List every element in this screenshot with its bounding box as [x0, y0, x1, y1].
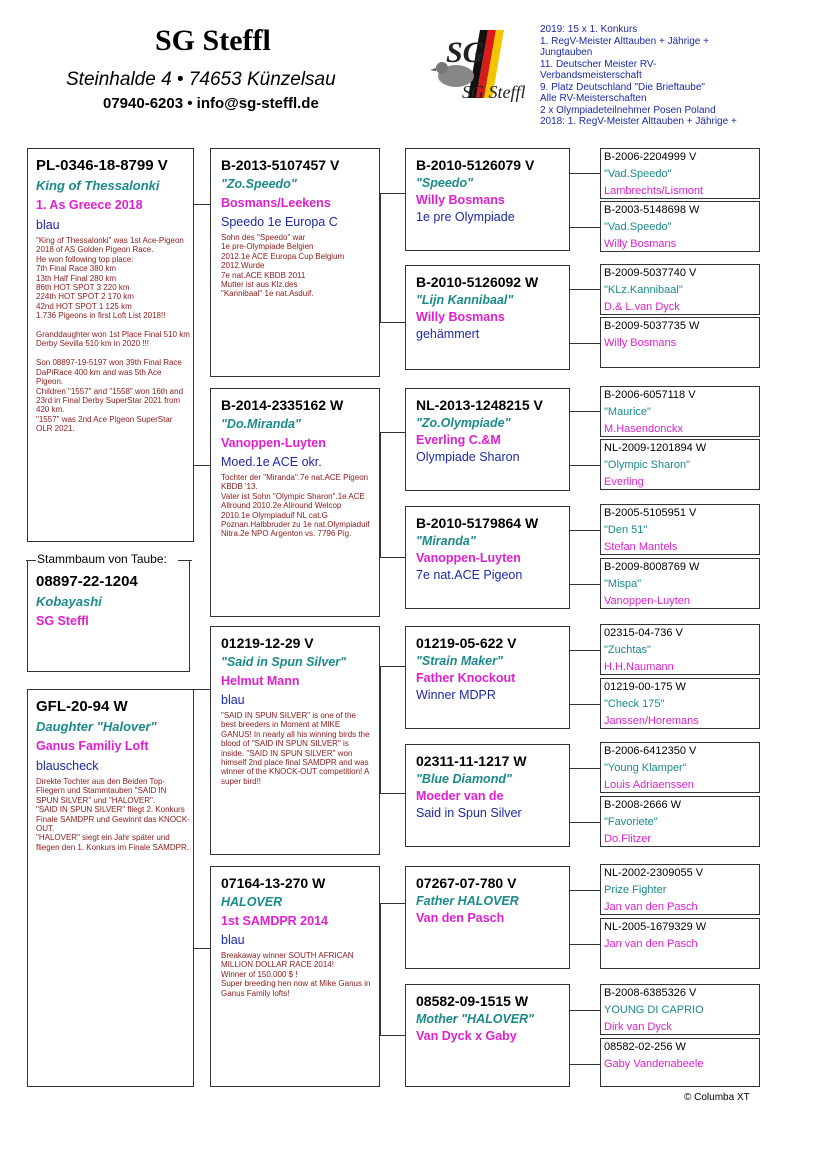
- subject-name: Kobayashi: [36, 594, 102, 609]
- ring-number: 07164-13-270 W: [221, 875, 326, 891]
- pigeon-name: "Vad.Speedo": [604, 221, 672, 233]
- ancestor-box: [600, 678, 760, 729]
- achievement-item: 9. Platz Deutschland "Die Brieftaube": [540, 81, 705, 93]
- breeder: Stefan Mantels: [604, 541, 678, 553]
- ancestor-box: [600, 201, 760, 252]
- attribute: Olympiade Sharon: [416, 450, 520, 464]
- pigeon-name: YOUNG DI CAPRIO: [604, 1004, 704, 1016]
- breeder: Vanoppen-Luyten: [416, 551, 521, 565]
- grandparent-box: [210, 148, 380, 377]
- pigeon-name: HALOVER: [221, 895, 283, 909]
- footer-credit: © Columba XT: [684, 1092, 750, 1103]
- ring-number: B-2014-2335162 W: [221, 397, 344, 413]
- pigeon-name: "Strain Maker": [416, 654, 503, 668]
- ring-number: B-2003-5148698 W: [604, 204, 700, 216]
- great-grandparent-box: [405, 265, 570, 370]
- great-grandparent-box: [405, 626, 570, 729]
- ancestor-box: [600, 504, 760, 555]
- ring-number: B-2010-5126079 V: [416, 157, 535, 173]
- ring-number: B-2006-2204999 V: [604, 151, 697, 163]
- achievements-list: [540, 24, 780, 128]
- breeder: Everling: [604, 476, 644, 488]
- description: Sohn des "Speedo" war 1e pre-Olympiade Belgien 2012.1e ACE Europa Cup Belgium 2012.Wurde 7e nat.ACE KBDB 2011 Mutter ist aus Klz.des "Kannibaal" 1e nat.Asduif.: [221, 233, 345, 299]
- pigeon-name: "Den 51": [604, 524, 648, 536]
- dam-color: blauscheck: [36, 759, 99, 773]
- ancestor-box: [600, 864, 760, 915]
- ring-number: B-2010-5179864 W: [416, 515, 539, 531]
- attribute: 1e pre Olympiade: [416, 210, 515, 224]
- ancestor-box: [600, 1038, 760, 1087]
- ancestor-box: [600, 918, 760, 969]
- svg-text:SG: SG: [446, 36, 485, 69]
- breeder: Van den Pasch: [416, 911, 505, 925]
- pigeon-name: "Zuchtas": [604, 644, 651, 656]
- pigeon-name: "Vad.Speedo": [604, 168, 672, 180]
- pigeon-name: "Miranda": [416, 534, 476, 548]
- breeder: Van Dyck x Gaby: [416, 1029, 517, 1043]
- ring-number: B-2006-6412350 V: [604, 745, 697, 757]
- pigeon-name: "KLz.Kannibaal": [604, 284, 683, 296]
- breeder: Willy Bosmans: [604, 337, 677, 349]
- pigeon-name: Father HALOVER: [416, 894, 519, 908]
- breeder: Bosmans/Leekens: [221, 196, 331, 210]
- ring-number: NL-2013-1248215 V: [416, 397, 543, 413]
- ancestor-box: [600, 148, 760, 199]
- pigeon-name: "Favoriete": [604, 816, 658, 828]
- ring-number: B-2008-6385326 V: [604, 987, 697, 999]
- attribute: Said in Spun Silver: [416, 806, 522, 820]
- ring-number: B-2008-2666 W: [604, 799, 682, 811]
- page-title: SG Steffl: [155, 24, 271, 57]
- breeder: Do.Flitzer: [604, 833, 652, 845]
- ring-number: 02315-04-736 V: [604, 627, 683, 639]
- breeder: Willy Bosmans: [416, 193, 505, 207]
- great-grandparent-box: [405, 984, 570, 1087]
- ring-number: 01219-05-622 V: [416, 635, 517, 651]
- ring-number: B-2009-8008769 W: [604, 561, 700, 573]
- ancestor-box: [600, 796, 760, 847]
- ring-number: 08582-09-1515 W: [416, 993, 529, 1009]
- ancestor-box: [600, 624, 760, 675]
- breeder: H.H.Naumann: [604, 661, 674, 673]
- dam-box: [27, 689, 194, 1087]
- ring-number: B-2010-5126092 W: [416, 274, 539, 290]
- sire-box: [27, 148, 194, 542]
- attribute: Winner MDPR: [416, 688, 496, 702]
- achievement-item: Jungtauben: [540, 47, 593, 58]
- ring-number: B-2005-5105951 V: [604, 507, 697, 519]
- pigeon-name: Prize Fighter: [604, 884, 667, 896]
- breeder: Lambrechts/Lismont: [604, 185, 704, 197]
- dam-description: Direkte Tochter aus den Beiden Top-Fliegern und Stammtauben "SAID IN SPUN SILVER" und "HALOVER". "SAID IN SPUN SILVER" fliegt 2. Konkurs Finale SAMDPR und Gewinnt das KNOCK-OUT. "HALOVER" siegt ein Jahr später und fliegen den 1. Konkurs im Finale SAMDPR.: [36, 777, 190, 852]
- ring-number: NL-2002-2309055 V: [604, 867, 704, 879]
- ancestor-box: [600, 984, 760, 1035]
- ring-number: B-2013-5107457 V: [221, 157, 340, 173]
- great-grandparent-box: [405, 866, 570, 969]
- pigeon-name: "Lijn Kannibaal": [416, 293, 514, 307]
- achievement-item: Alle RV-Meisterschaften: [540, 93, 647, 104]
- breeder: Janssen/Horemans: [604, 715, 699, 727]
- logo: [428, 24, 526, 104]
- pigeon-name: "Maurice": [604, 406, 651, 418]
- subject-breeder: SG Steffl: [36, 614, 89, 628]
- pigeon-name: "Zo.Olympiade": [416, 416, 511, 430]
- attribute: Speedo 1e Europa C: [221, 215, 338, 229]
- breeder: 1st SAMDPR 2014: [221, 914, 328, 928]
- dam-name: Daughter "Halover": [36, 719, 157, 734]
- breeder: Jan van den Pasch: [604, 901, 698, 913]
- pigeon-name: "Olympic Sharon": [604, 459, 691, 471]
- pigeon-name: "Young Klamper": [604, 762, 687, 774]
- breeder: Helmut Mann: [221, 674, 300, 688]
- achievement-item: 11. Deutscher Meister RV-: [540, 58, 657, 70]
- ring-number: B-2009-5037740 V: [604, 267, 697, 279]
- sire-ring: PL-0346-18-8799 V: [36, 157, 168, 174]
- breeder: Gaby Vandenabeele: [604, 1058, 704, 1070]
- great-grandparent-box: [405, 506, 570, 609]
- breeder: Jan van den Pasch: [604, 938, 698, 950]
- pigeon-name: "Blue Diamond": [416, 772, 512, 786]
- pigeon-name: "Check 175": [604, 698, 665, 710]
- address: Steinhalde 4 • 74653 Künzelsau: [66, 69, 336, 90]
- breeder: Everling C.&M: [416, 433, 501, 447]
- achievement-item: 1. RegV-Meister Alttauben + Jährige +: [540, 35, 709, 47]
- sire-breeder: 1. As Greece 2018: [36, 198, 143, 212]
- sire-description: "King of Thessalonki" was 1st Ace-Pigeon 2018 of AS Golden Pigeon Race. He won following top place: 7th Final Race 380 km 13th Half Final 280 km 86th HOT SPOT 3 220 km 224th HOT SPOT 2 170 km 42nd HOT SPOT 1 125 km 1.736 Pigeons in first Loft List 2018!! Granddaughter won 1st Place Final 510 km Derby Sevilla 510 km in 2020 !!! Son 08897-19-5197 won 39th Final Race DaPiRace 400 km and was 5th Ace Pigeon. Children "1557" and "1558" won 16th and 23rd in Final Derby SuperStar 2021 from 420 km. "1557" was 2nd Ace Pigeon SuperStar OLR 2021.: [36, 236, 190, 434]
- ring-number: 01219-12-29 V: [221, 635, 314, 651]
- achievement-item: Verbandsmeisterschaft: [540, 70, 642, 81]
- sire-name: King of Thessalonki: [36, 178, 160, 193]
- subject-box: [27, 552, 190, 672]
- sire-color: blau: [36, 218, 60, 232]
- breeder: D.& L.van Dyck: [604, 301, 680, 313]
- breeder: Vanoppen-Luyten: [604, 595, 691, 607]
- breeder: Vanoppen-Luyten: [221, 436, 326, 450]
- description: Tochter der "Miranda".7e nat.ACE Pigeon KBDB '13. Vater ist Sohn "Olympic Sharon".1e ACE Allround 2010.2e Allround Welcop 2010.1e Olympiaduif NL cat.G Poznan.Halbbruder zu 1e nat.Olympiaduif Nitra.2e NPO Argenton vs. 7796 Pig.: [221, 473, 370, 539]
- ring-number: 08582-02-256 W: [604, 1041, 686, 1053]
- attribute: blau: [221, 693, 245, 707]
- ancestor-box: [600, 386, 760, 437]
- breeder: Willy Bosmans: [416, 310, 505, 324]
- attribute: gehämmert: [416, 327, 480, 341]
- ring-number: B-2009-5037735 W: [604, 320, 700, 332]
- pigeon-name: Mother "HALOVER": [416, 1012, 535, 1026]
- pigeon-name: "Mispa": [604, 578, 642, 590]
- pigeon-name: "Do.Miranda": [221, 417, 301, 431]
- pigeon-name: "Said in Spun Silver": [221, 655, 347, 669]
- achievement-item: 2018: 1. RegV-Meister Alttauben + Jährige +: [540, 116, 737, 127]
- logo-text: SG Steffl: [462, 82, 526, 102]
- great-grandparent-box: [405, 388, 570, 491]
- ancestor-box: [600, 558, 760, 609]
- breeder: Father Knockout: [416, 671, 516, 685]
- breeder: Moeder van de: [416, 789, 504, 803]
- ring-number: 01219-00-175 W: [604, 681, 686, 693]
- ancestor-box: [600, 264, 760, 315]
- grandparent-box: [210, 388, 380, 617]
- pigeon-name: "Speedo": [416, 176, 474, 190]
- ring-number: 07267-07-780 V: [416, 875, 517, 891]
- ring-number: NL-2005-1679329 W: [604, 921, 707, 933]
- description: "SAID IN SPUN SILVER" is one of the best breeders in Moment at MIKE GANUS! In nearly all his winning birds the blood of "SAID IN SPUN SILVER" is inside. "SAID IN SPUN SILVER" won himself 2nd place final SAMDPR and was winner of the KNOCK-OUT competition! A super bird!!: [221, 711, 372, 786]
- attribute: 7e nat.ACE Pigeon: [416, 568, 523, 582]
- contact-info: 07940-6203 • info@sg-steffl.de: [103, 95, 319, 112]
- achievement-item: 2 x Olympiadeteilnehmer Posen Poland: [540, 104, 716, 116]
- subject-label: Stammbaum von Taube:: [37, 552, 167, 566]
- breeder: Willy Bosmans: [604, 238, 677, 250]
- dam-breeder: Ganus Familiy Loft: [36, 739, 149, 753]
- breeder: Dirk van Dyck: [604, 1021, 672, 1033]
- great-grandparent-box: [405, 148, 570, 251]
- ancestor-box: [600, 317, 760, 368]
- grandparent-box: [210, 626, 380, 855]
- ancestor-box: [600, 439, 760, 490]
- dam-ring: GFL-20-94 W: [36, 698, 128, 715]
- grandparent-box: [210, 866, 380, 1087]
- breeder: Louis Adriaenssen: [604, 779, 694, 791]
- ancestor-box: [600, 742, 760, 793]
- achievement-item: 2019: 15 x 1. Konkurs: [540, 24, 638, 35]
- attribute: blau: [221, 933, 245, 947]
- pigeon-logo-icon: [428, 24, 526, 104]
- description: Breakaway winner SOUTH AFRICAN MILLION DOLLAR RACE 2014! Winner of 150.000 $ ! Super breeding hen now at Mike Ganus in Ganus Family lofts!: [221, 951, 371, 998]
- subject-ring: 08897-22-1204: [36, 573, 138, 590]
- breeder: M.Hasendonckx: [604, 423, 683, 435]
- ring-number: NL-2009-1201894 W: [604, 442, 707, 454]
- ring-number: 02311-11-1217 W: [416, 753, 527, 769]
- ring-number: B-2006-6057118 V: [604, 389, 696, 401]
- great-grandparent-box: [405, 744, 570, 847]
- attribute: Moed.1e ACE okr.: [221, 455, 322, 469]
- pigeon-name: "Zo.Speedo": [221, 177, 297, 191]
